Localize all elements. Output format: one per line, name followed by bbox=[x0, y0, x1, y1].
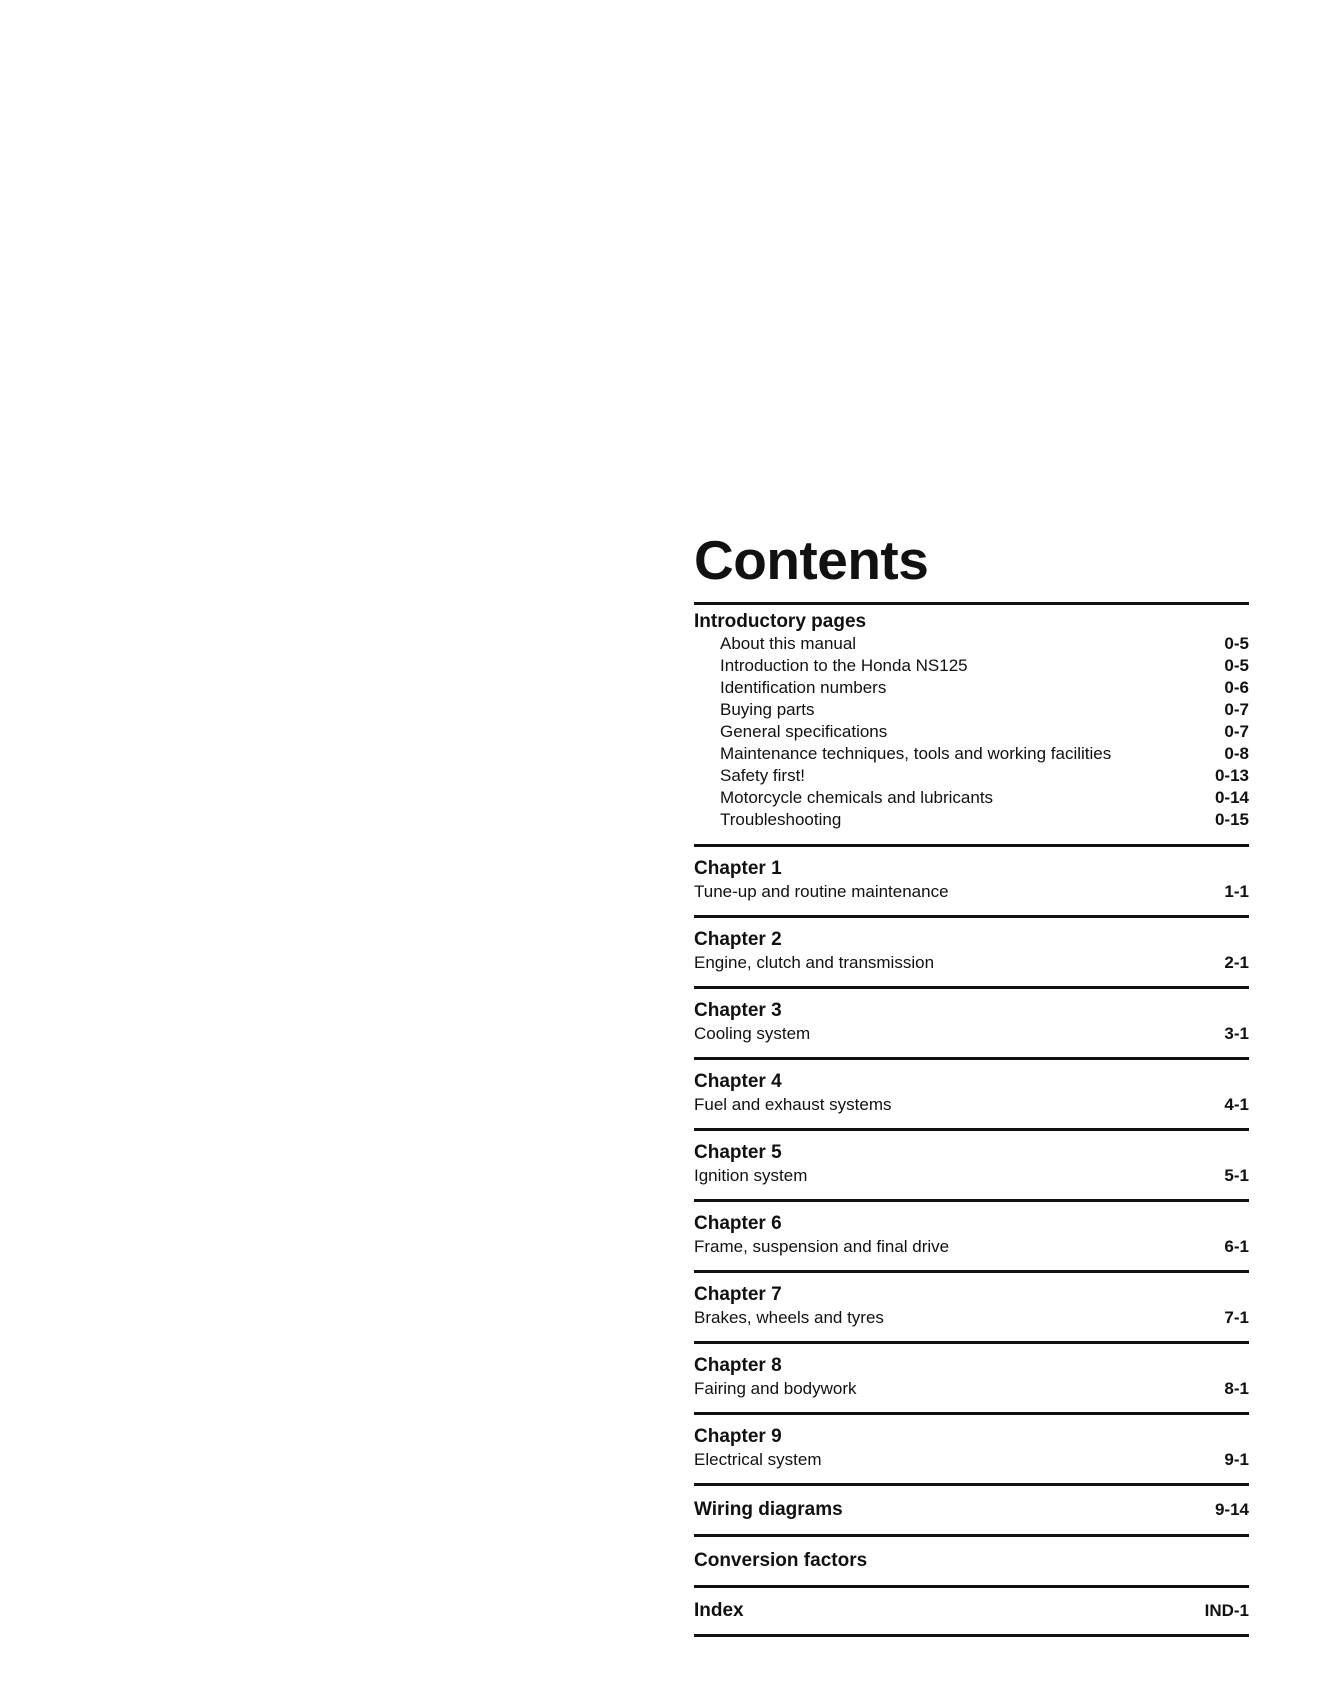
intro-entry-label: Buying parts bbox=[720, 700, 815, 719]
intro-entry-label: Maintenance techniques, tools and working facilities bbox=[720, 744, 1112, 763]
chapter-label: Fairing and bodywork bbox=[694, 1379, 857, 1398]
divider bbox=[694, 1634, 1249, 1637]
intro-entry-label: General specifications bbox=[720, 722, 888, 741]
chapter-label: Cooling system bbox=[694, 1024, 811, 1043]
chapter-heading: Chapter 8 bbox=[694, 1355, 782, 1376]
intro-entry-page: 0-13 bbox=[1214, 766, 1249, 785]
chapter-entry[interactable] bbox=[694, 1060, 1249, 1128]
chapter-list bbox=[694, 847, 1249, 1486]
chapter-page: 6-1 bbox=[1224, 1237, 1249, 1256]
conversion-factors-heading: Conversion factors bbox=[694, 1550, 868, 1571]
chapter-page: 9-1 bbox=[1224, 1450, 1249, 1469]
chapter-page: 2-1 bbox=[1224, 953, 1249, 972]
intro-entry-page: 0-5 bbox=[1224, 656, 1249, 675]
intro-entry[interactable] bbox=[694, 655, 1249, 677]
chapter-label: Brakes, wheels and tyres bbox=[694, 1308, 884, 1327]
chapter-entry[interactable] bbox=[694, 1131, 1249, 1199]
wiring-diagrams-page: 9-14 bbox=[1214, 1500, 1249, 1519]
chapter-row bbox=[694, 1306, 1249, 1329]
chapter-row bbox=[694, 1022, 1249, 1045]
intro-entry[interactable] bbox=[694, 743, 1249, 765]
intro-entry-label: Safety first! bbox=[720, 766, 806, 785]
intro-entry-label: Identification numbers bbox=[720, 678, 887, 697]
intro-entry-page: 0-14 bbox=[1214, 788, 1249, 807]
chapter-entry[interactable] bbox=[694, 989, 1249, 1057]
intro-entry[interactable] bbox=[694, 787, 1249, 809]
page-title: Contents bbox=[694, 529, 929, 591]
intro-entry-page: 0-5 bbox=[1224, 634, 1249, 653]
chapter-row bbox=[694, 1235, 1249, 1258]
chapter-page: 7-1 bbox=[1224, 1308, 1249, 1327]
chapter-label: Engine, clutch and transmission bbox=[694, 953, 935, 972]
intro-entry[interactable] bbox=[694, 721, 1249, 743]
intro-entry[interactable] bbox=[694, 809, 1249, 831]
chapter-row bbox=[694, 1093, 1249, 1116]
intro-entry[interactable] bbox=[694, 699, 1249, 721]
chapter-entry[interactable] bbox=[694, 1273, 1249, 1341]
chapter-page: 4-1 bbox=[1224, 1095, 1249, 1114]
intro-entry-page: 0-7 bbox=[1224, 700, 1249, 719]
chapter-row bbox=[694, 1448, 1249, 1471]
introductory-list bbox=[694, 633, 1249, 831]
intro-entry-label: Troubleshooting bbox=[720, 810, 842, 829]
introductory-section bbox=[694, 605, 1249, 844]
intro-entry-page: 0-6 bbox=[1224, 678, 1249, 697]
chapter-entry[interactable] bbox=[694, 1202, 1249, 1270]
chapter-label: Frame, suspension and final drive bbox=[694, 1237, 950, 1256]
conversion-factors-entry[interactable] bbox=[694, 1537, 1249, 1585]
chapter-heading: Chapter 5 bbox=[694, 1142, 782, 1163]
chapter-heading: Chapter 6 bbox=[694, 1213, 782, 1234]
chapter-page: 1-1 bbox=[1224, 882, 1249, 901]
chapter-entry[interactable] bbox=[694, 847, 1249, 915]
chapter-heading: Chapter 2 bbox=[694, 929, 782, 950]
intro-entry-page: 0-7 bbox=[1224, 722, 1249, 741]
chapter-heading: Chapter 1 bbox=[694, 858, 782, 879]
chapter-heading: Chapter 4 bbox=[694, 1071, 782, 1092]
chapter-page: 8-1 bbox=[1224, 1379, 1249, 1398]
chapter-row bbox=[694, 1164, 1249, 1187]
intro-entry[interactable] bbox=[694, 677, 1249, 699]
chapter-page: 5-1 bbox=[1224, 1166, 1249, 1185]
chapter-label: Fuel and exhaust systems bbox=[694, 1095, 892, 1114]
index-page: IND-1 bbox=[1204, 1601, 1249, 1620]
chapter-entry[interactable] bbox=[694, 1344, 1249, 1412]
chapter-entry[interactable] bbox=[694, 918, 1249, 986]
index-heading: Index bbox=[694, 1600, 744, 1621]
chapter-page: 3-1 bbox=[1224, 1024, 1249, 1043]
chapter-heading: Chapter 7 bbox=[694, 1284, 782, 1305]
intro-entry[interactable] bbox=[694, 765, 1249, 787]
chapter-entry[interactable] bbox=[694, 1415, 1249, 1483]
chapter-heading: Chapter 9 bbox=[694, 1426, 782, 1447]
intro-entry-label: Motorcycle chemicals and lubricants bbox=[720, 788, 994, 807]
chapter-label: Electrical system bbox=[694, 1450, 822, 1469]
chapter-row bbox=[694, 951, 1249, 974]
introductory-heading: Introductory pages bbox=[694, 611, 867, 632]
intro-entry-page: 0-15 bbox=[1214, 810, 1249, 829]
wiring-diagrams-entry[interactable] bbox=[694, 1486, 1249, 1534]
table-of-contents bbox=[694, 528, 1249, 1637]
chapter-row bbox=[694, 1377, 1249, 1400]
chapter-row bbox=[694, 880, 1249, 903]
intro-entry[interactable] bbox=[694, 633, 1249, 655]
chapter-label: Tune-up and routine maintenance bbox=[694, 882, 949, 901]
wiring-diagrams-heading: Wiring diagrams bbox=[694, 1499, 843, 1520]
chapter-heading: Chapter 3 bbox=[694, 1000, 782, 1021]
intro-entry-page: 0-8 bbox=[1224, 744, 1249, 763]
intro-entry-label: Introduction to the Honda NS125 bbox=[720, 656, 968, 675]
index-entry[interactable] bbox=[694, 1588, 1249, 1634]
chapter-label: Ignition system bbox=[694, 1166, 808, 1185]
intro-entry-label: About this manual bbox=[720, 634, 857, 653]
